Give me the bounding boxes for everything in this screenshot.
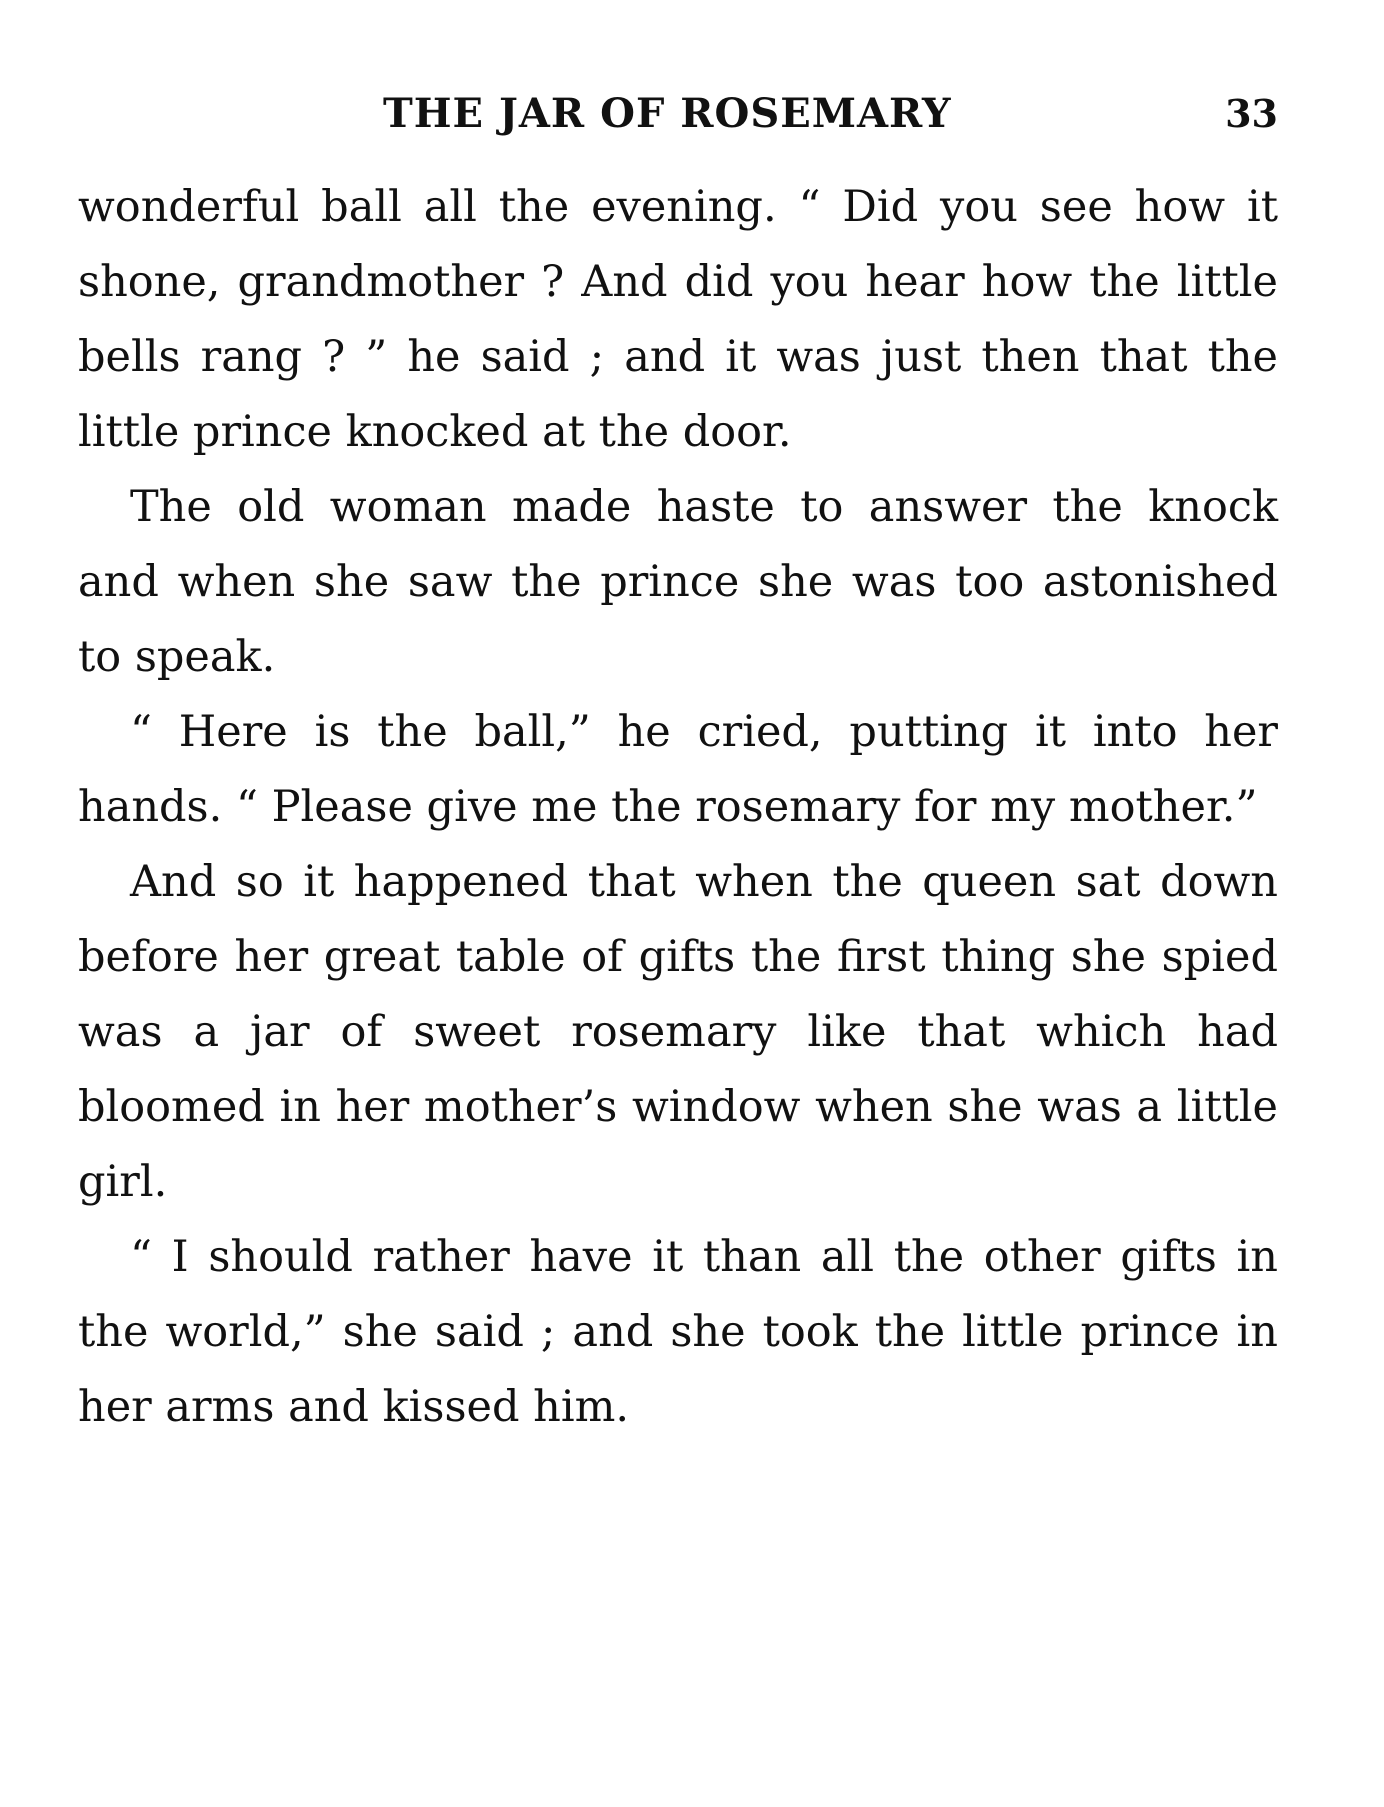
paragraph-5: “ I should rather have it than all the other gifts in the world,” she said ; and she took the little prince in her arms and kissed him. [78, 1232, 1278, 1432]
paragraph-1: wonderful ball all the evening. “ Did you see how it shone, grandmother ? And did you hear how the little bells rang ? ” he said ; and it was just then that the little prince knocked at the door. [78, 182, 1278, 457]
paragraph-3: “ Here is the ball,” he cried, putting it into her hands. “ Please give me the rosemary for my mother.” [78, 707, 1278, 832]
paragraph-2: The old woman made haste to answer the knock and when she saw the prince she was too astonished to speak. [78, 482, 1278, 682]
running-title: THE JAR OF ROSEMARY [383, 90, 952, 137]
page-number: 33 [1225, 91, 1278, 136]
running-head [78, 86, 1278, 146]
body-text [78, 170, 1278, 1445]
paragraph-4: And so it happened that when the queen sat down before her great table of gifts the first thing she spied was a jar of sweet rosemary like that which had bloomed in her mother’s window when she was a little girl. [78, 857, 1278, 1207]
